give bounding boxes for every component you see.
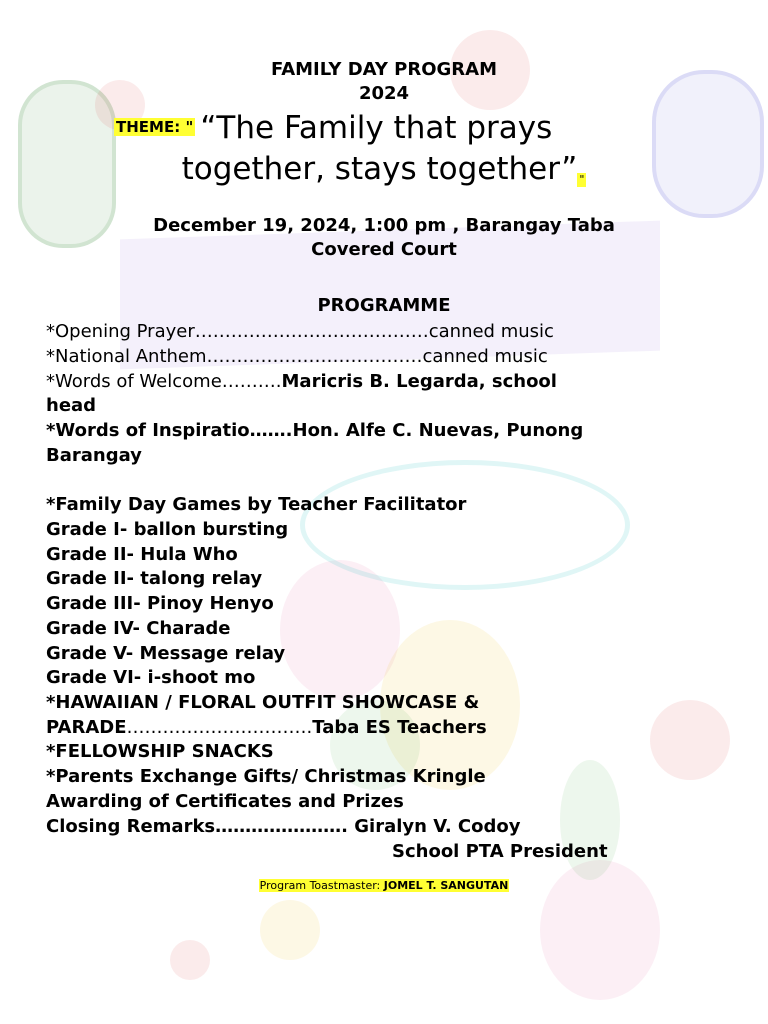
event-date-venue: December 19, 2024, 1:00 pm , Barangay Taba — [153, 215, 615, 236]
theme-line-2 — [0, 149, 768, 189]
game-item: Grade I- ballon bursting — [46, 519, 289, 540]
toastmaster-name: JOMEL T. SANGUTAN — [383, 879, 509, 892]
toastmaster-line — [0, 878, 768, 893]
game-item: Grade II- talong relay — [46, 568, 263, 589]
game-item: Grade V- Message relay — [46, 643, 286, 664]
event-venue-cont: Covered Court — [311, 239, 457, 260]
programme-item-national-anthem: *National Anthem………………………………canned music — [46, 346, 548, 367]
programme-item-inspiration-cont: Barangay — [46, 445, 142, 466]
showcase-item-cont: PARADE………………………….Taba ES Teachers — [46, 717, 487, 738]
toastmaster-label: Program Toastmaster: — [259, 879, 384, 892]
program-title: FAMILY DAY PROGRAM — [270, 59, 498, 80]
snacks-item: *FELLOWSHIP SNACKS — [46, 741, 274, 762]
theme-label: THEME: " — [116, 118, 194, 136]
exchange-item: *Parents Exchange Gifts/ Christmas Kringle — [46, 766, 486, 787]
game-item: Grade IV- Charade — [46, 618, 231, 639]
theme-text-line-1: “The Family that prays — [200, 110, 553, 146]
game-item: Grade VI- i-shoot mo — [46, 667, 256, 688]
theme-line-1 — [114, 108, 674, 148]
awarding-item: Awarding of Certificates and Prizes — [46, 791, 404, 812]
programme-item-welcome-cont: head — [46, 395, 97, 416]
theme-text-line-2: together, stays together” — [181, 151, 578, 187]
game-item: Grade III- Pinoy Henyo — [46, 593, 274, 614]
theme-close-quote: " — [579, 173, 585, 186]
programme-item-inspiration: *Words of Inspiratio…….Hon. Alfe C. Nuevas, Punong — [46, 420, 584, 441]
closing-item-title: School PTA President — [392, 841, 608, 862]
programme-item-welcome: *Words of Welcome……….Maricris B. Legarda, school — [46, 371, 557, 392]
showcase-item: *HAWAIIAN / FLORAL OUTFIT SHOWCASE & — [46, 692, 480, 713]
games-heading: *Family Day Games by Teacher Facilitator — [46, 494, 467, 515]
program-year: 2024 — [358, 83, 410, 104]
closing-item: Closing Remarks…………………. Giralyn V. Codoy — [46, 816, 521, 837]
game-item: Grade II- Hula Who — [46, 544, 238, 565]
programme-item-opening-prayer: *Opening Prayer…………………………………canned music — [46, 321, 554, 342]
programme-heading: PROGRAMME — [317, 295, 451, 316]
